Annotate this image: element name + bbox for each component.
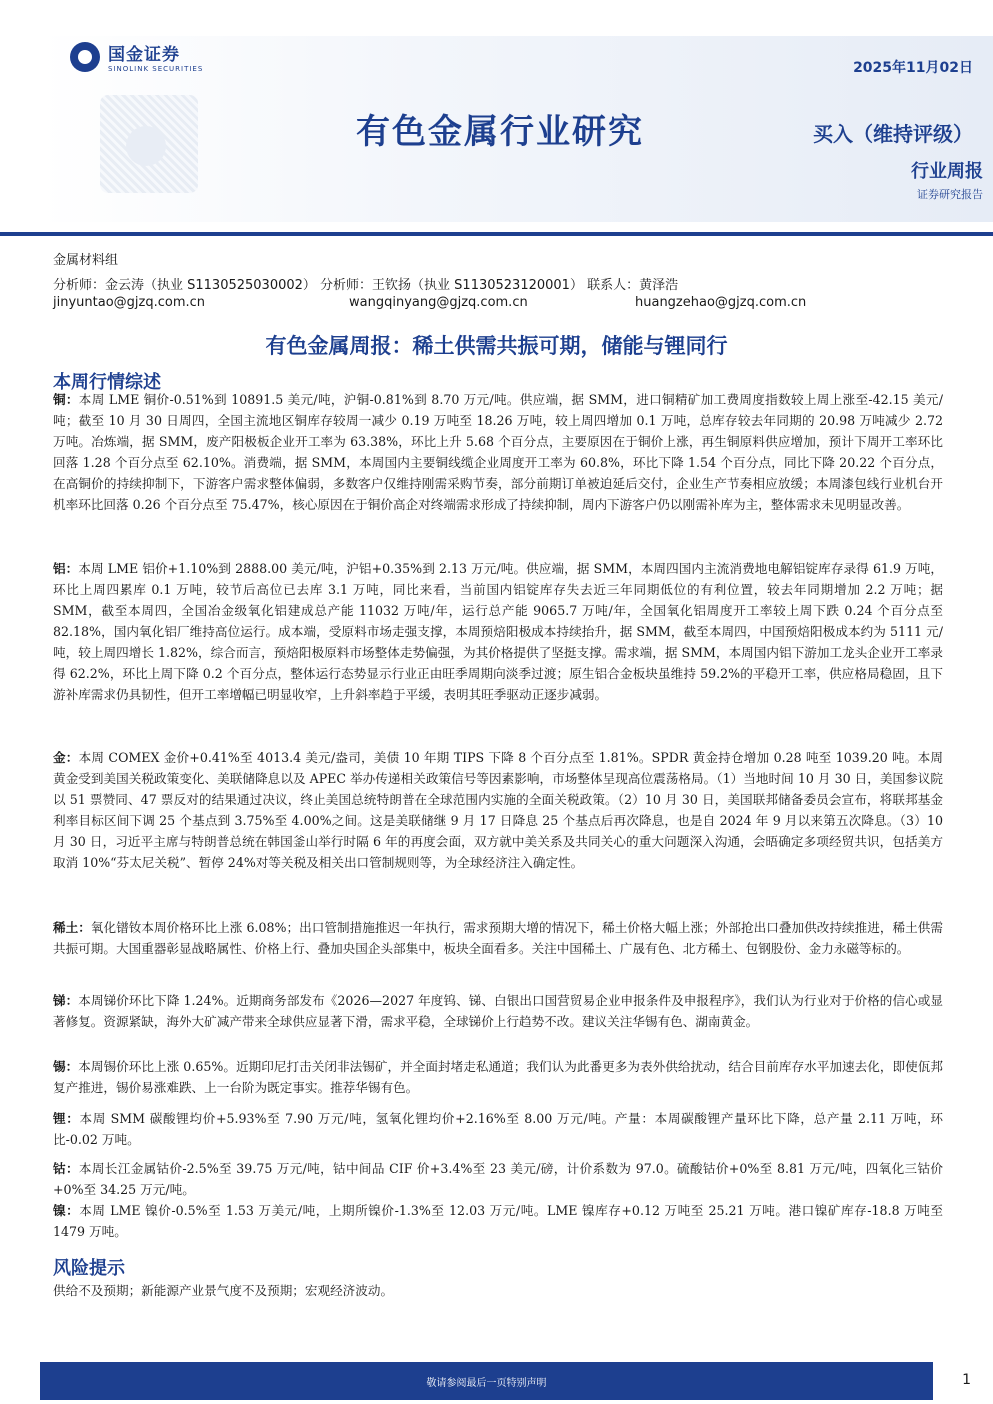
email-link[interactable]: wangqinyang@gjzq.com.cn [349, 295, 528, 310]
paragraph-label: 稀土： [53, 920, 91, 935]
section-title-risk: 风险提示 [53, 1258, 125, 1279]
page-number: 1 [962, 1372, 971, 1388]
logo-icon [70, 42, 100, 72]
paragraph-text: 本周 SMM 碳酸锂均价+5.93%至 7.90 万元/吨，氢氧化锂均价+2.16%至 8.00 万元/吨。产量：本周碳酸锂产量环比下降，总产量 2.11 万吨，环比-0.02 万吨。 [53, 1111, 944, 1147]
company-logo [70, 40, 203, 73]
paragraph-tin [53, 1056, 943, 1098]
team-name: 金属材料组 [53, 253, 119, 268]
logo-name-cn: 国金证券 [108, 45, 180, 65]
logo-name-en: SINOLINK SECURITIES [108, 65, 204, 73]
email-link[interactable]: jinyuntao@gjzq.com.cn [53, 295, 206, 310]
paragraph-rare-earth [53, 917, 943, 959]
footer-disclaimer[interactable]: 敬请参阅最后一页特别声明 [426, 1378, 547, 1389]
paragraph-text: 本周 COMEX 金价+0.41%至 4013.4 美元/盎司，美债 10 年期 TIPS 下降 8 个百分点至 1.81%。SPDR 黄金持仓增加 0.28 吨至 1039.20 吨。本周黄金受到美国关税政策变化、美联储降息以及 APEC 举办传递相关政策信号等因素影响，市场整体呈现高位震荡格局。（1）当地时间 10 月 30 日，美国参议院以 51 票赞同、47 票反对的结果通过决议，终止美国总统特朗普在全球范围内实施的全面关税政策。（2）10 月 30 日，美国联邦储备委员会宣布，将联邦基金利率目标区间下调 25 个基点到 3.75%至 4.00%之间。这是美联储继 9 月 17 日降息 25 个基点后再次降息，也是自 2024 年 9 月以来第五次降息。（3）10 月 30 日，习近平主席与特朗普总统在韩国釜山举行时隔 6 年的再度会面，双方就中美关系及共同关心的重大问题深入沟通，会晤确定多项经贸共识，包括美方取消 10%“芬太尼关税”、暂停 24%对等关税及相关出口管制规则等，为全球经济注入确定性。 [53, 750, 943, 870]
section-title-market-review: 本周行情综述 [53, 372, 161, 393]
paragraph-text: 氧化镨钕本周价格环比上涨 6.08%；出口管制措施推迟一年执行，需求预期大增的情况下，稀土价格大幅上涨；外部抢出口叠加供改持续推进，稀土供需共振可期。大国重器彰显战略属性、价格上行、叠加央国企头部集中，板块全面看多。关注中国稀土、广晟有色、北方稀土、包钢股份、金力永磁等标的。 [53, 920, 944, 956]
paragraph-label: 钴： [53, 1161, 79, 1176]
paragraph-label: 铝： [53, 561, 79, 576]
email-link[interactable]: huangzehao@gjzq.com.cn [635, 295, 807, 310]
analyst-line: 分析师：金云涛（执业 S1130525030002） 分析师：王钦扬（执业 S1130523120001） 联系人：黄泽浩 [53, 278, 679, 293]
paragraph-label: 镍： [53, 1203, 80, 1218]
paragraph-text: 本周锡价环比上涨 0.65%。近期印尼打击关闭非法锡矿，并全面封堵走私通道；我们认为此番更多为表外供给扰动，结合目前库存水平加速去化，即使佤邦复产推进，锡价易涨难跌、上一台阶为既定事实。推荐华锡有色。 [53, 1059, 944, 1095]
paragraph-copper [53, 389, 943, 515]
paragraph-text: 本周长江金属钴价-2.5%至 39.75 万元/吨，钴中间品 CIF 价+3.4%至 23 美元/磅，计价系数为 97.0。硫酸钴价+0%至 8.81 万元/吨，四氧化三钴价+0%至 34.25 万元/吨。 [53, 1161, 943, 1197]
paragraph-cobalt [53, 1158, 943, 1200]
paragraph-gold [53, 747, 943, 873]
report-headline: 有色金属周报：稀土供需共振可期，储能与锂同行 [265, 334, 728, 358]
qr-center-mark [126, 126, 166, 166]
paragraph-text: 本周 LME 铝价+1.10%到 2888.00 美元/吨，沪铝+0.35%到 2.13 万元/吨。供应端，据 SMM，本周四国内主流消费地电解铝锭库存录得 61.9 万吨，环比上周四累库 0.1 万吨，较节后高位已去库 3.1 万吨，同比来看，当前国内铝锭库存失去近三年同期低位的有利位置，较去年同期增加 2.2 万吨；据 SMM，截至本周四，全国冶金级氧化铝建成总产能 11032 万吨/年，运行总产能 9065.7 万吨/年，全国氧化铝周度开工率较上周下跌 0.24 个百分点至 82.18%，国内氧化铝厂维持高位运行。成本端，受原料市场走强支撑，本周预焙阳极成本持续抬升，据 SMM，截至本周四，中国预焙阳极成本约为 5111 元/吨，较上周四增长 1.82%，综合而言，预焙阳极原料市场整体走势偏强，为其价格提供了坚挺支撑。需求端，据 SMM，本周国内铝下游加工龙头企业开工率录得 62.2%，环比上周下降 0.2 个百分点，整体运行态势显示行业正由旺季周期向淡季过渡；原生铝合金板块虽维持 59.2%的平稳开工率，供应格局稳固，且下游补库需求仍具韧性，但开工率增幅已明显收窄，上升斜率趋于平缓，表明其旺季驱动正逐步减弱。 [53, 561, 944, 702]
paragraph-label: 金： [53, 750, 79, 765]
report-type: 行业周报 [911, 161, 983, 182]
paragraph-text: 本周 LME 铜价-0.51%到 10891.5 美元/吨，沪铜-0.81%到 8.70 万元/吨。供应端，据 SMM，进口铜精矿加工费周度指数较上周上涨至-42.15 美元/吨；截至 10 月 30 日周四，全国主流地区铜库存较周一减少 0.19 万吨至 18.26 万吨，较上周四增加 0.1 万吨，总库存较去年同期的 20.98 万吨减少 2.72 万吨。冶炼端，据 SMM，废产阳极板企业开工率为 63.38%，环比上升 5.68 个百分点，主要原因在于铜价上涨，再生铜原料供应增加，预计下周开工率环比回落 1.28 个百分点至 62.10%。消费端，据 SMM，本周国内主要铜线缆企业周度开工率为 60.8%，环比下降 1.54 个百分点，同比下降 20.22 个百分点，在高铜价的持续抑制下，下游客户需求整体偏弱，多数客户仅维持刚需采购节奏，部分前期订单被迫延后交付，企业生产节奏相应放缓；本周漆包线行业机台开机率环比回落 0.26 个百分点至 75.47%，核心原因在于铜价高企对终端需求形成了持续抑制，周内下游客户仍以刚需补库为主，整体需求未见明显改善。 [53, 392, 944, 512]
report-date: 2025年11月02日 [853, 60, 973, 76]
paragraph-text: 本周锑价环比下降 1.24%。近期商务部发布《2026—2027 年度钨、锑、白银出口国营贸易企业申报条件及申报程序》，我们认为行业对于价格的信心或显著修复。资源紧缺，海外大矿减产带来全球供应显著下滑，需求平稳，全球锑价上行趋势不改。建议关注华锡有色、湖南黄金。 [53, 993, 943, 1029]
paragraph-label: 铜： [53, 392, 79, 407]
paragraph-label: 锑： [53, 993, 79, 1008]
paragraph-nickel [53, 1200, 943, 1242]
paragraph-lithium [53, 1108, 943, 1150]
paragraph-antimony [53, 990, 943, 1032]
paragraph-aluminum [53, 558, 943, 705]
report-title: 有色金属行业研究 [356, 112, 644, 152]
paragraph-text: 本周 LME 镍价-0.5%至 1.53 万美元/吨，上期所镍价-1.3%至 12.03 万元/吨。LME 镍库存+0.12 万吨至 25.21 万吨。港口镍矿库存-18.8 万吨至 1479 万吨。 [53, 1203, 944, 1239]
report-subtype: 证券研究报告 [917, 188, 983, 201]
rating-label: 买入（维持评级） [813, 122, 973, 146]
risk-text: 供给不及预期；新能源产业景气度不及预期；宏观经济波动。 [53, 1283, 394, 1298]
paragraph-label: 锂： [53, 1111, 80, 1126]
header-divider [0, 232, 993, 236]
paragraph-label: 锡： [53, 1059, 79, 1074]
